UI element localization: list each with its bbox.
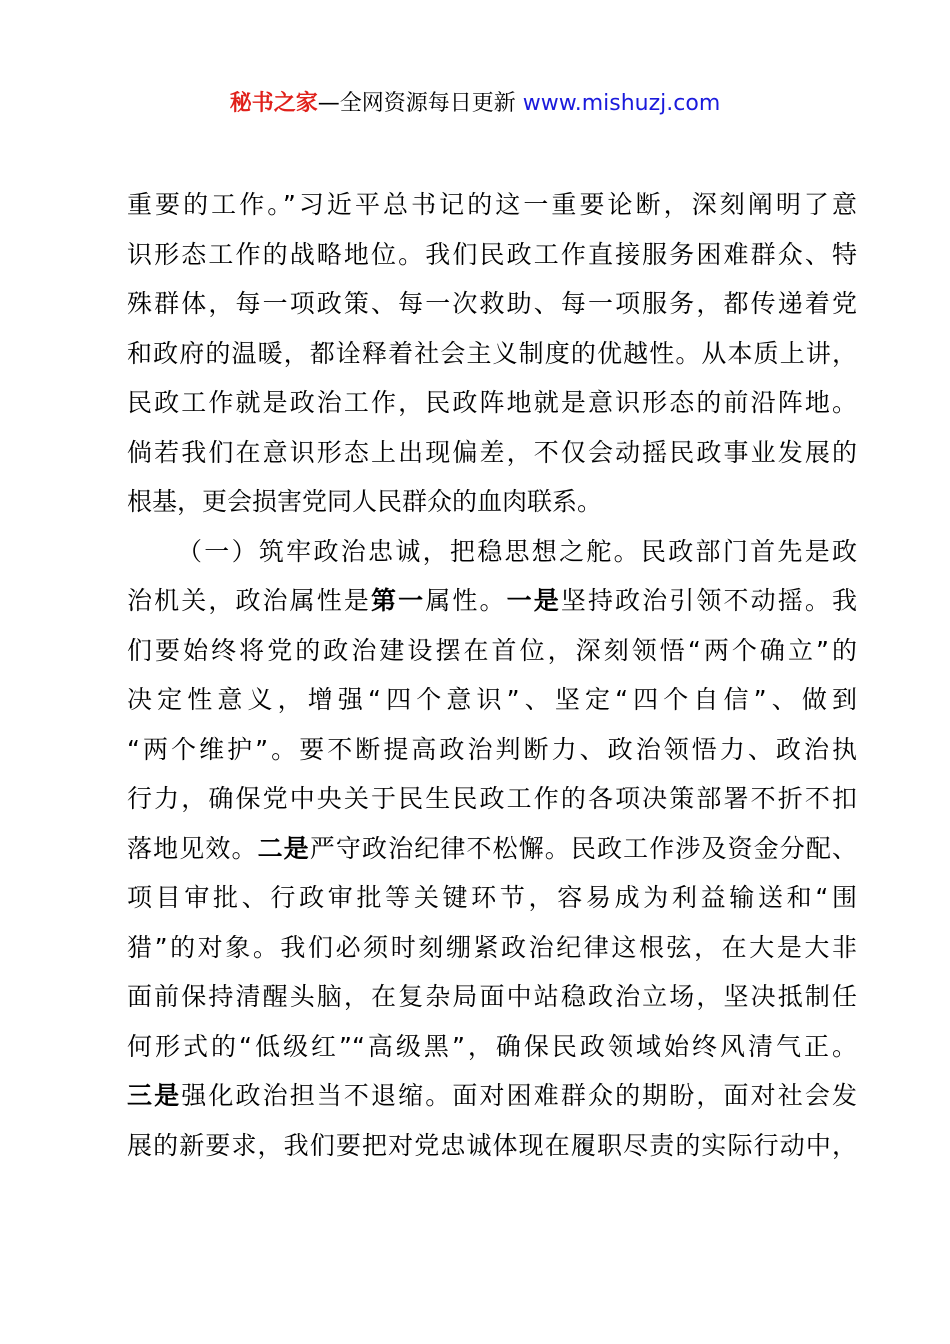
text-line: 展的新要求，我们要把对党忠诚体现在履职尽责的实际行动中， bbox=[127, 1130, 857, 1160]
document-body bbox=[127, 180, 857, 1170]
page-header bbox=[0, 88, 950, 120]
text-line: 们要始终将党的政治建设摆在首位，深刻领悟“两个确立”的 bbox=[127, 635, 857, 665]
text-line bbox=[127, 1071, 857, 1121]
bold-segment: 二是 bbox=[257, 833, 310, 863]
text-line bbox=[127, 527, 857, 577]
bold-segment: 一是 bbox=[506, 586, 561, 615]
text-line: 猎”的对象。我们必须时刻绷紧政治纪律这根弦，在大是大非 bbox=[127, 932, 857, 962]
text-line: 倘若我们在意识形态上出现偏差，不仅会动摇民政事业发展的 bbox=[127, 437, 857, 467]
bold-segment: 三是 bbox=[127, 1081, 182, 1110]
paragraph-1 bbox=[127, 180, 857, 527]
text-segment: 严守政治纪律不松懈。民政工作涉及资金分配、 bbox=[309, 833, 857, 863]
website-link[interactable]: www.mishuzj.com bbox=[522, 91, 721, 116]
text-line: 重要的工作。”习近平总书记的这一重要论断，深刻阐明了意 bbox=[127, 190, 857, 219]
text-line: 面前保持清醒头脑，在复杂局面中站稳政治立场，坚决抵制任 bbox=[127, 982, 857, 1011]
text-segment: 坚持政治引领不动摇。我 bbox=[560, 586, 857, 615]
text-line bbox=[127, 576, 857, 626]
paragraph-2 bbox=[127, 527, 857, 1171]
section-heading: （一）筑牢政治忠诚，把稳思想之舵。民政部门首先是政 bbox=[177, 536, 857, 566]
text-line: 民政工作就是政治工作，民政阵地就是意识形态的前沿阵地。 bbox=[127, 388, 857, 417]
text-line: 殊群体，每一项政策、每一次救助、每一项服务，都传递着党 bbox=[127, 289, 857, 318]
text-line: 行力，确保党中央关于民生民政工作的各项决策部署不折不扣 bbox=[127, 784, 857, 813]
text-segment: 治机关，政治属性是 bbox=[127, 586, 372, 615]
text-segment: 落地见效。 bbox=[127, 833, 258, 863]
bold-segment: 第一 bbox=[371, 586, 426, 615]
text-line: 何形式的“低级红”“高级黑”，确保民政领域始终风清气正。 bbox=[127, 1031, 857, 1061]
text-segment: 属性。 bbox=[425, 586, 507, 615]
brand-name: 秘书之家 bbox=[229, 91, 318, 116]
text-line: 和政府的温暖，都诠释着社会主义制度的优越性。从本质上讲， bbox=[127, 338, 857, 368]
text-line: 识形态工作的战略地位。我们民政工作直接服务困难群众、特 bbox=[127, 239, 857, 269]
text-line: 项目审批、行政审批等关键环节，容易成为利益输送和“围 bbox=[127, 883, 857, 912]
text-line: 根基，更会损害党同人民群众的血肉联系。 bbox=[127, 487, 603, 516]
text-line: “两个维护”。要不断提高政治判断力、政治领悟力、政治执 bbox=[127, 734, 857, 764]
text-segment: 强化政治担当不退缩。面对困难群众的期盼，面对社会发 bbox=[181, 1081, 857, 1110]
text-line bbox=[127, 824, 857, 874]
text-line: 决定性意义，增强“四个意识”、坚定“四个自信”、做到 bbox=[127, 685, 857, 714]
header-tagline: —全网资源每日更新 bbox=[317, 91, 523, 116]
